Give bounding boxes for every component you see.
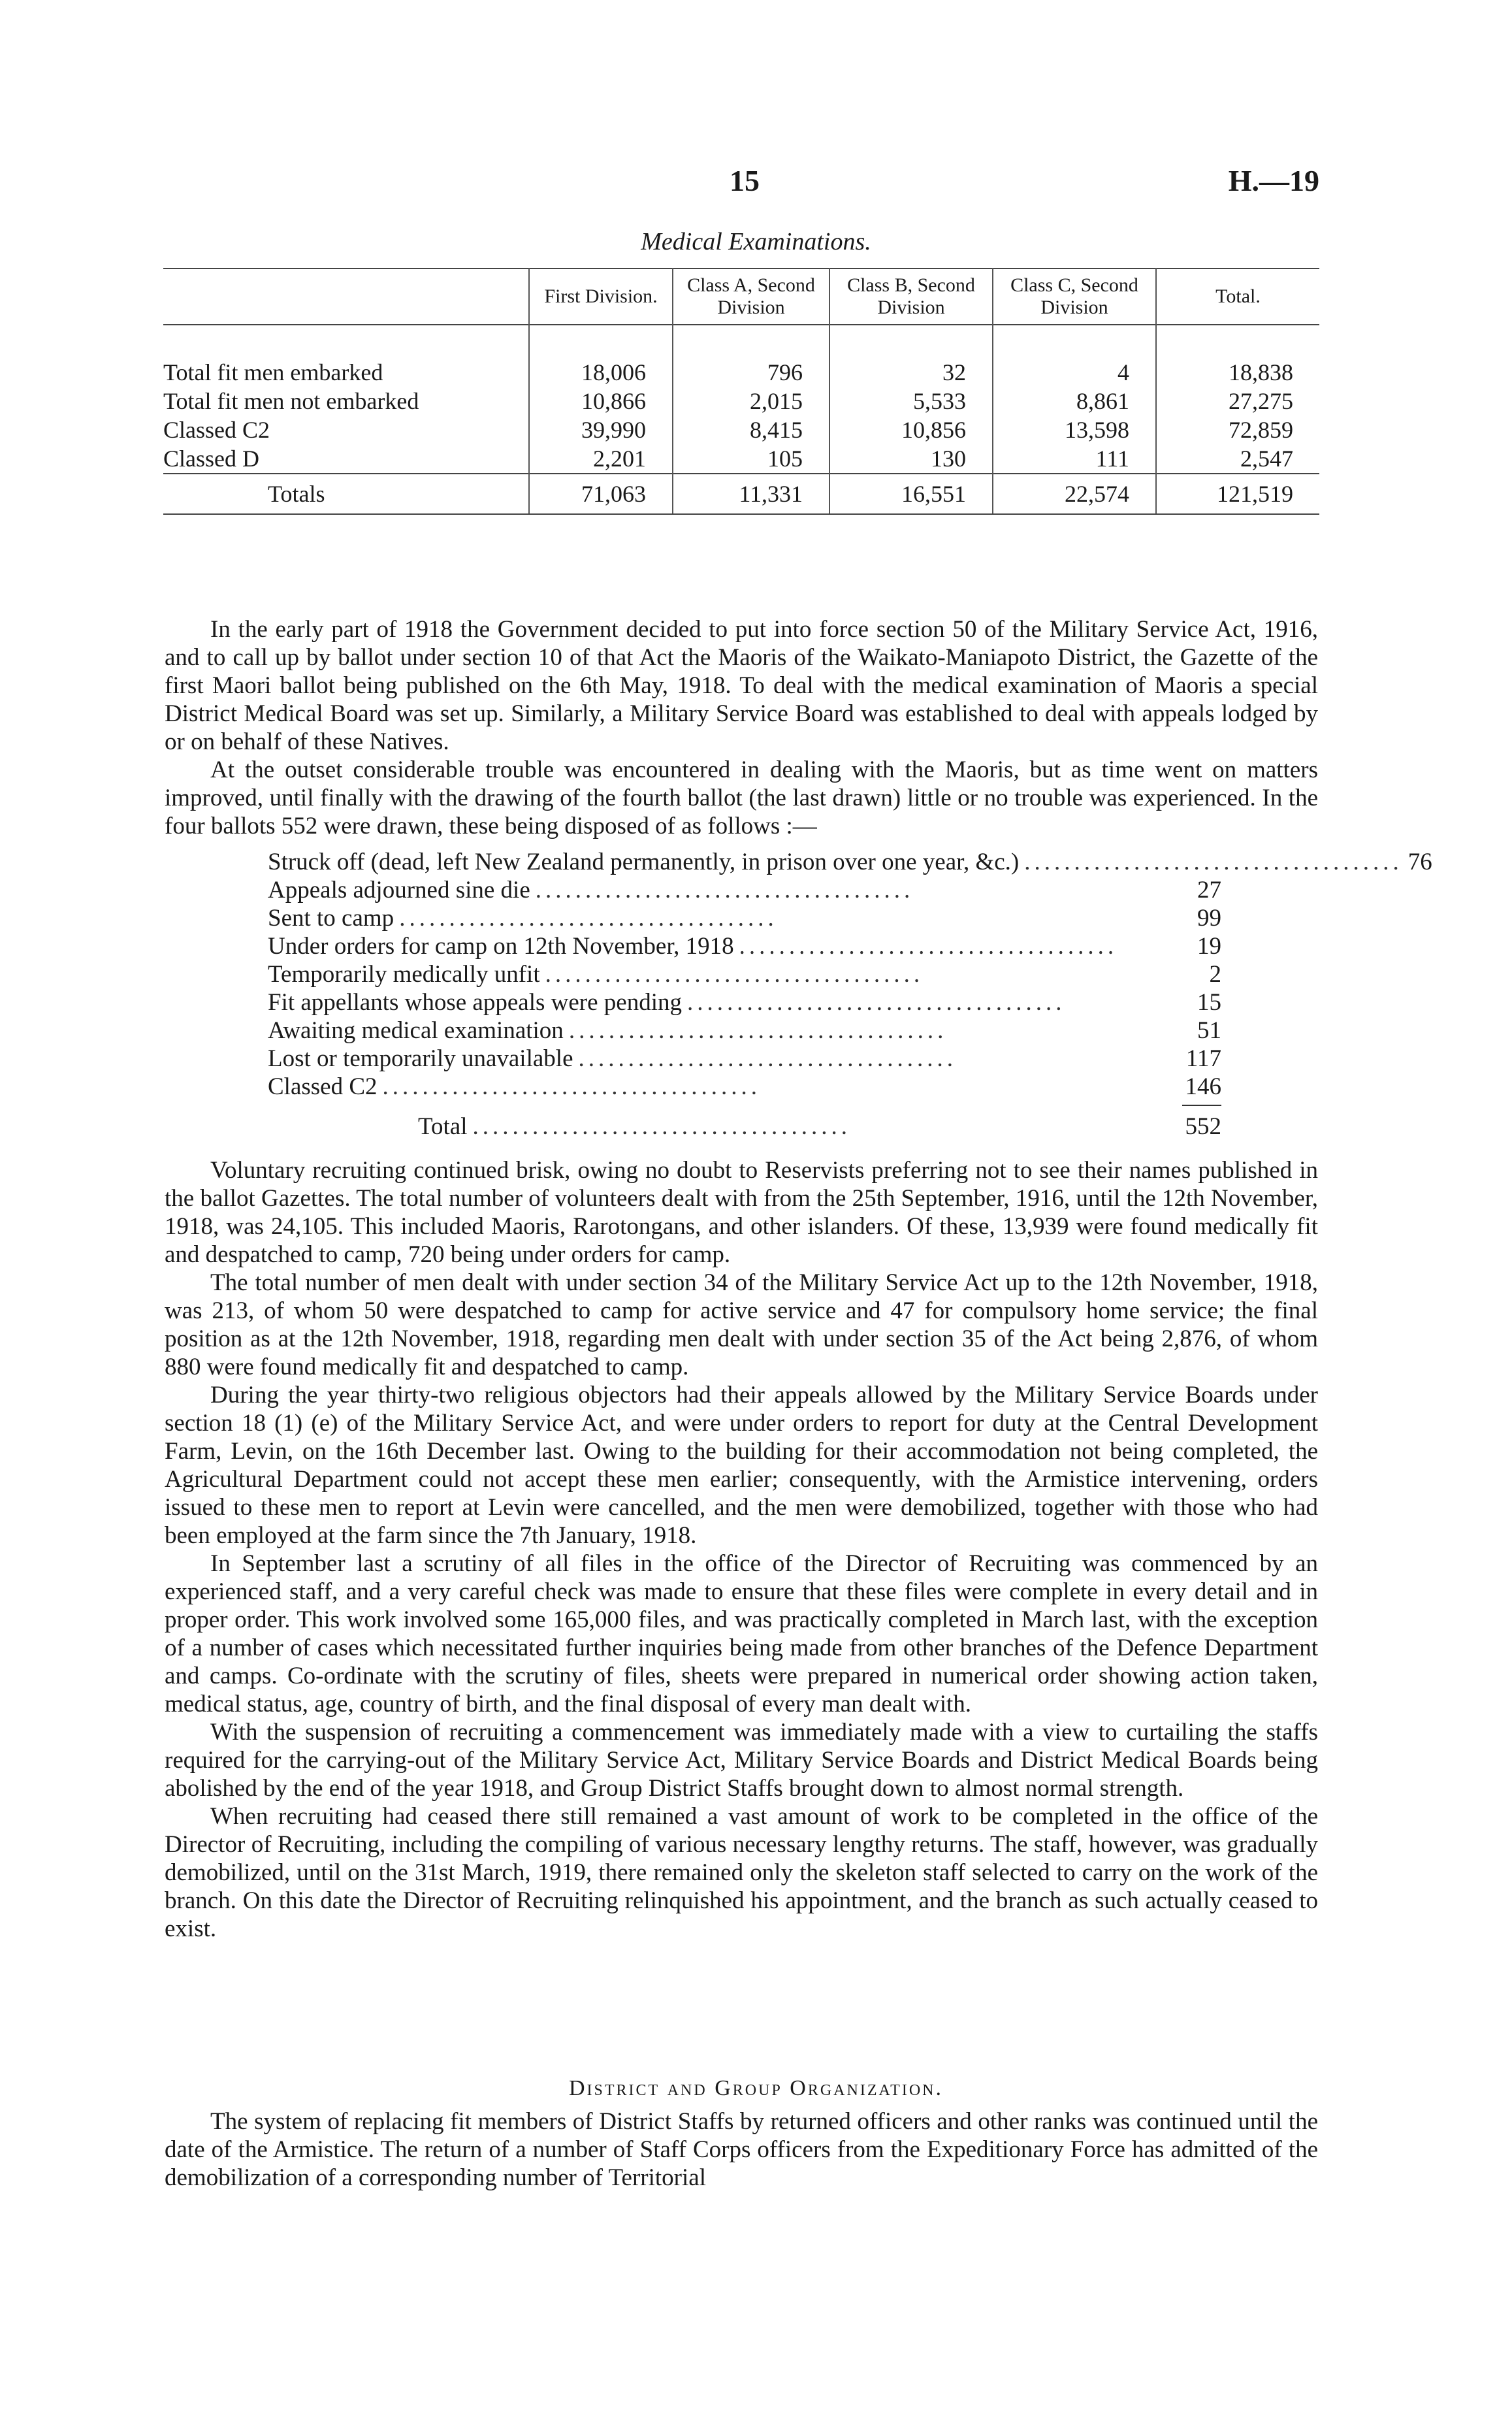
item-label: Appeals adjourned sine die xyxy=(268,877,530,903)
totals-row xyxy=(163,474,1319,514)
leader-dots: ...................................... xyxy=(399,905,778,932)
header-blank xyxy=(163,268,529,325)
table-header-row xyxy=(163,268,1319,325)
totals-cell: 71,063 xyxy=(529,474,673,514)
table-cell: 796 xyxy=(673,358,829,387)
item-value: 15 xyxy=(1197,989,1221,1016)
item-value: 117 xyxy=(1185,1045,1221,1072)
table-cell: 27,275 xyxy=(1156,387,1319,415)
table-cell: 8,861 xyxy=(993,387,1156,415)
column-header: Total. xyxy=(1156,268,1319,325)
leader-dots: ...................................... xyxy=(382,1073,762,1100)
item-value: 99 xyxy=(1197,905,1221,932)
page-number: 15 xyxy=(730,164,760,197)
table-title: Medical Examinations. xyxy=(641,228,871,255)
list-item xyxy=(268,988,1221,1016)
totals-cell: 16,551 xyxy=(829,474,993,514)
table-row xyxy=(163,387,1319,415)
total-value: 552 xyxy=(1185,1113,1221,1140)
table-row xyxy=(163,444,1319,474)
table-cell: 18,006 xyxy=(529,358,673,387)
leader-dots: ...................................... xyxy=(578,1045,957,1072)
column-header: Class A, Second Division xyxy=(673,268,829,325)
row-label: Classed D xyxy=(163,446,259,472)
paragraph: During the year thirty-two religious objectors had their appeals allowed by the Military Service Boards under section 18 (1) (e) of the Military Service Act, and were under orders to report for duty at the Central Development Farm, Levin, on the 16th December last. Owing to the building for their accommodation not being completed, the Agricultural Department could not accept these men earlier; consequently, with the Armistice intervening, orders issued to these men to report at Levin were cancelled, and the men were demobilized, together with those who had been employed at the farm since the 7th January, 1918. xyxy=(165,1382,1318,1549)
maori-ballot-section xyxy=(165,615,1318,840)
totals-cell: 121,519 xyxy=(1156,474,1319,514)
paragraph: The system of replacing fit members of District Staffs by returned officers and other ranks was continued until the date of the Armistice. The return of a number of Staff Corps officers from the Expeditionary Force has admitted of the demobilization of a corresponding number of Territorial xyxy=(165,2108,1318,2191)
table-row xyxy=(163,415,1319,444)
leader-dots: ...................................... xyxy=(472,1113,851,1140)
list-total xyxy=(268,1113,1221,1141)
table-cell: 32 xyxy=(829,358,993,387)
totals-cell: 11,331 xyxy=(673,474,829,514)
paragraph: With the suspension of recruiting a commencement was immediately made with a view to curtailing the staffs required for the carrying-out of the Military Service Act, Military Service Boards and District Medical Boards being abolished by the end of the year 1918, and Group District Staffs brought down to almost normal strength. xyxy=(165,1719,1318,1802)
item-label: Temporarily medically unfit xyxy=(268,961,540,988)
paragraph: Voluntary recruiting continued brisk, owing no doubt to Reservists preferring not to see their names published in the ballot Gazettes. The total number of volunteers dealt with from the 25th September, 1916, until the 12th November, 1918, was 24,105. This included Maoris, Rarotongans, and other islanders. Of these, 13,939 were found medically fit and despatched to camp, 720 being under orders for camp. xyxy=(165,1157,1318,1268)
table-row xyxy=(163,358,1319,387)
paragraph: In September last a scrutiny of all files in the office of the Director of Recruiting was commenced by an experienced staff, and a very careful check was made to ensure that these files were complete in every detail and in proper order. This work involved some 165,000 files, and was practically completed in March last, with the exception of a number of cases which necessitated further inquiries being made from other branches of the Defence Department and camps. Co-ordinate with the scrutiny of files, sheets were prepared in numerical order showing action taken, medical status, age, country of birth, and the final disposal of every man dealt with. xyxy=(165,1550,1318,1717)
item-label: Awaiting medical examination xyxy=(268,1017,564,1044)
column-header: First Division. xyxy=(529,268,673,325)
item-label: Classed C2 xyxy=(268,1073,378,1100)
item-label: Struck off (dead, left New Zealand permanently, in prison over one year, &c.) xyxy=(268,849,1020,875)
totals-label: Totals xyxy=(163,474,529,514)
list-item xyxy=(268,960,1221,988)
paragraph: When recruiting had ceased there still remained a vast amount of work to be completed in the office of the Director of Recruiting, including the compiling of various necessary lengthy returns. The staff, however, was gradually demobilized, until on the 31st March, 1919, there remained only the skeleton staff selected to carry on the work of the branch. On this date the Director of Recruiting relinquished his appointment, and the branch as such actually ceased to exist. xyxy=(165,1803,1318,1942)
medical-examinations-table xyxy=(163,268,1319,515)
item-value: 2 xyxy=(1209,961,1221,988)
table-cell: 39,990 xyxy=(529,415,673,444)
totals-cell: 22,574 xyxy=(993,474,1156,514)
column-header: Class C, Second Division xyxy=(993,268,1156,325)
table-cell: 8,415 xyxy=(673,415,829,444)
table-cell: 10,866 xyxy=(529,387,673,415)
document-reference: H.—19 xyxy=(1228,164,1319,197)
list-item xyxy=(268,932,1221,960)
row-label: Total fit men embarked xyxy=(163,359,383,385)
total-label: Total xyxy=(418,1113,468,1140)
table-cell: 72,859 xyxy=(1156,415,1319,444)
recruiting-section xyxy=(165,1156,1318,1943)
table-cell: 18,838 xyxy=(1156,358,1319,387)
item-value: 51 xyxy=(1197,1017,1221,1044)
item-label: Sent to camp xyxy=(268,905,394,932)
row-label: Classed C2 xyxy=(163,417,270,443)
leader-dots: ...................................... xyxy=(535,877,914,903)
item-label: Fit appellants whose appeals were pending xyxy=(268,989,682,1016)
table-cell: 10,856 xyxy=(829,415,993,444)
table-cell: 5,533 xyxy=(829,387,993,415)
leader-dots: ...................................... xyxy=(568,1017,948,1044)
table-cell: 2,015 xyxy=(673,387,829,415)
table-cell: 105 xyxy=(673,444,829,474)
item-label: Under orders for camp on 12th November, 1918 xyxy=(268,933,734,960)
list-item xyxy=(268,1016,1221,1045)
leader-dots: ...................................... xyxy=(1024,849,1403,875)
table-cell: 130 xyxy=(829,444,993,474)
leader-dots: ...................................... xyxy=(739,933,1118,960)
list-item xyxy=(268,848,1432,876)
leader-dots: ...................................... xyxy=(545,961,924,988)
paragraph: At the outset considerable trouble was encountered in dealing with the Maoris, but as time went on matters improved, until finally with the drawing of the fourth ballot (the last drawn) little or no trouble was experienced. In the four ballots 552 were drawn, these being disposed of as follows :— xyxy=(165,756,1318,839)
list-item xyxy=(268,1073,1221,1101)
item-value: 27 xyxy=(1197,877,1221,903)
ballot-disposal-list xyxy=(268,848,1432,1141)
table-cell: 2,547 xyxy=(1156,444,1319,474)
section-heading: District and Group Organization. xyxy=(569,2076,943,2100)
item-label: Lost or temporarily unavailable xyxy=(268,1045,573,1072)
list-item xyxy=(268,876,1221,904)
list-item xyxy=(268,1045,1221,1073)
district-organization-section xyxy=(165,2107,1318,2192)
leader-dots: ...................................... xyxy=(686,989,1066,1016)
paragraph: In the early part of 1918 the Government decided to put into force section 50 of the Military Service Act, 1916, and to call up by ballot under section 10 of that Act the Maoris of the Waikato-Maniapoto District, the Gazette of the first Maori ballot being published on the 6th May, 1918. To deal with the medical examination of Maoris a special District Medical Board was set up. Similarly, a Military Service Board was established to deal with appeals lodged by or on behalf of these Natives. xyxy=(165,616,1318,755)
table-cell: 4 xyxy=(993,358,1156,387)
list-item xyxy=(268,904,1221,932)
item-value: 146 xyxy=(1185,1073,1221,1100)
page-header xyxy=(170,163,1319,203)
paragraph: The total number of men dealt with under section 34 of the Military Service Act up to the 12th November, 1918, was 213, of whom 50 were despatched to camp for active service and 47 for compulsory home service; the final position as at the 12th November, 1918, regarding men dealt with under section 35 of the Act being 2,876, of whom 880 were found medically fit and despatched to camp. xyxy=(165,1269,1318,1380)
table-cell: 111 xyxy=(993,444,1156,474)
table-spacer xyxy=(163,325,1319,358)
column-header: Class B, Second Division xyxy=(829,268,993,325)
table-cell: 13,598 xyxy=(993,415,1156,444)
total-rule xyxy=(1182,1105,1221,1106)
item-value: 19 xyxy=(1197,933,1221,960)
item-value: 76 xyxy=(1407,849,1432,875)
row-label: Total fit men not embarked xyxy=(163,388,419,414)
table-cell: 2,201 xyxy=(529,444,673,474)
